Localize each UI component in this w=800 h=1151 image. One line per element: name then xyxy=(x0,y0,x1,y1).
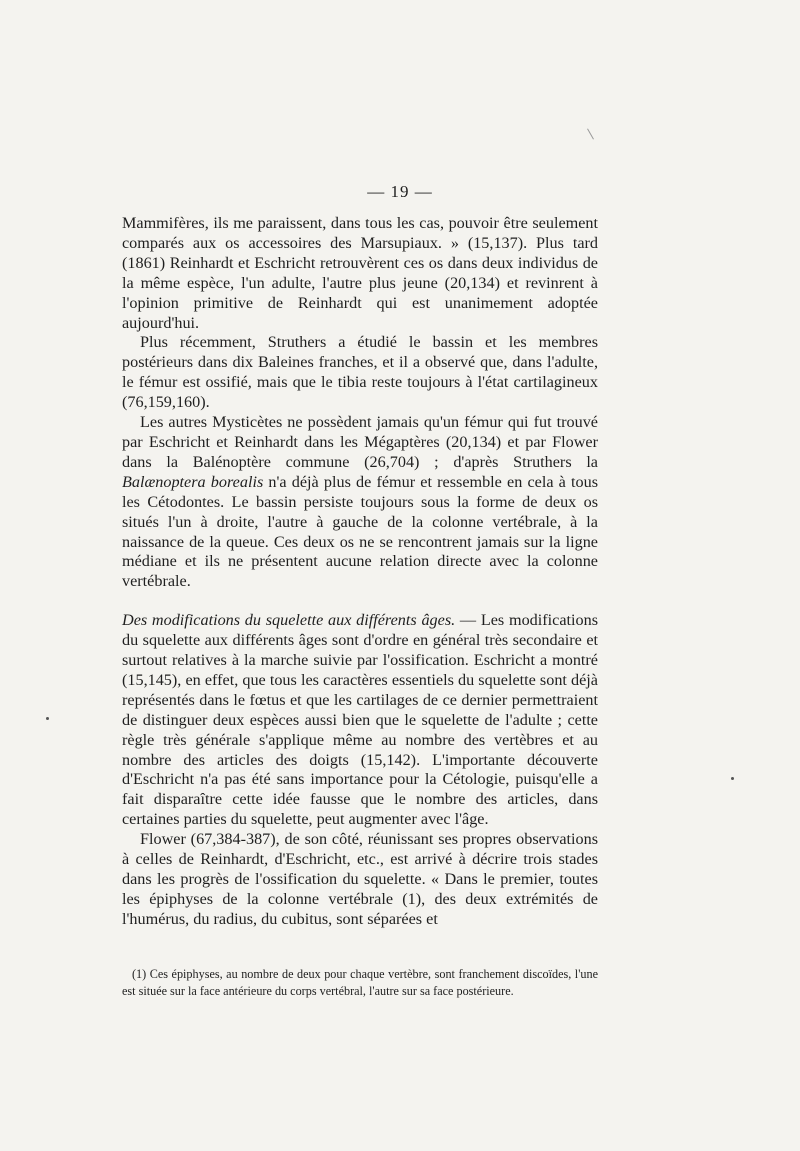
paragraph-3-text-a: Les autres Mysticètes ne possèdent jamais qu'un fémur qui fut trouvé par Eschricht et Reinhardt dans les Mégaptères (20,134) et par Flower dans la Balénoptère commune (26,704) ; d'après Struthers la xyxy=(122,413,598,471)
paragraph-1: Mammifères, ils me paraissent, dans tous les cas, pouvoir être seulement comparés aux os accessoires des Marsupiaux. » (15,137). Plus tard (1861) Reinhardt et Eschricht retrouvèrent ces os dans deux individus de la même espèce, l'un adulte, l'autre plus jeune (20,134) et revinrent à l'opinion primitive de Reinhardt qui est unanimement adoptée aujourd'hui. xyxy=(122,214,598,332)
scan-speck xyxy=(731,777,734,780)
scan-mark xyxy=(587,129,594,140)
paragraph-4 xyxy=(122,611,598,830)
paragraph-3 xyxy=(122,413,598,592)
species-name: Balænoptera borealis xyxy=(122,472,264,491)
footnote xyxy=(122,966,598,999)
scan-speck xyxy=(46,717,49,720)
paragraph-2: Plus récemment, Struthers a étudié le bassin et les membres postérieurs dans dix Baleines franches, et il a observé que, dans l'adulte, le fémur est ossifié, mais que le tibia reste toujours à l'état cartilagineux (76,159,160). xyxy=(122,333,598,412)
paragraph-5: Flower (67,384-387), de son côté, réunissant ses propres observations à celles de Reinhardt, d'Eschricht, etc., est arrivé à décrire trois stades dans les progrès de l'ossification du squelette. « Dans le premier, toutes les épiphyses de la colonne vertébrale (1), des deux extrémités de l'humérus, du radius, du cubitus, sont séparées et xyxy=(122,830,598,928)
footnote-text: (1) Ces épiphyses, au nombre de deux pour chaque vertèbre, sont franchement discoïdes, l'une est située sur la face antérieure du corps vertébral, l'autre sur sa face postérieure. xyxy=(122,967,598,998)
paragraph-4-text: — Les modifications du squelette aux différents âges sont d'ordre en général très secondaire et surtout relatives à la marche suivie par l'ossification. Eschricht a montré (15,145), en effet, que tous les caractères essentiels du squelette sont déjà représentés dans le fœtus et que les cartilages de ce dernier permettraient de distinguer deux espèces aussi bien que le squelette de l'adulte ; cette règle très générale s'applique même au nombre des vertèbres et au nombre des articles des doigts (15,142). L'importante découverte d'Eschricht n'a pas été sans importance pour la Cétologie, puisqu'elle a fait disparaître cette idée fausse que le nombre des articles, dans certaines parties du squelette, peut augmenter avec l'âge. xyxy=(122,611,598,829)
section-heading: Des modifications du squelette aux différents âges. xyxy=(122,611,456,630)
page-number: — 19 — xyxy=(367,182,433,201)
paragraph-3-text-b: n'a déjà plus de fémur et ressemble en cela à tous les Cétodontes. Le bassin persiste toujours sous la forme de deux os situés l'un à droite, l'autre à gauche de la colonne vertébrale, à la naissance de la queue. Ces deux os ne se rencontrent jamais sur la ligne médiane et ils ne présentent aucune relation directe avec la colonne vertébrale. xyxy=(122,472,599,591)
body-text xyxy=(122,214,598,930)
